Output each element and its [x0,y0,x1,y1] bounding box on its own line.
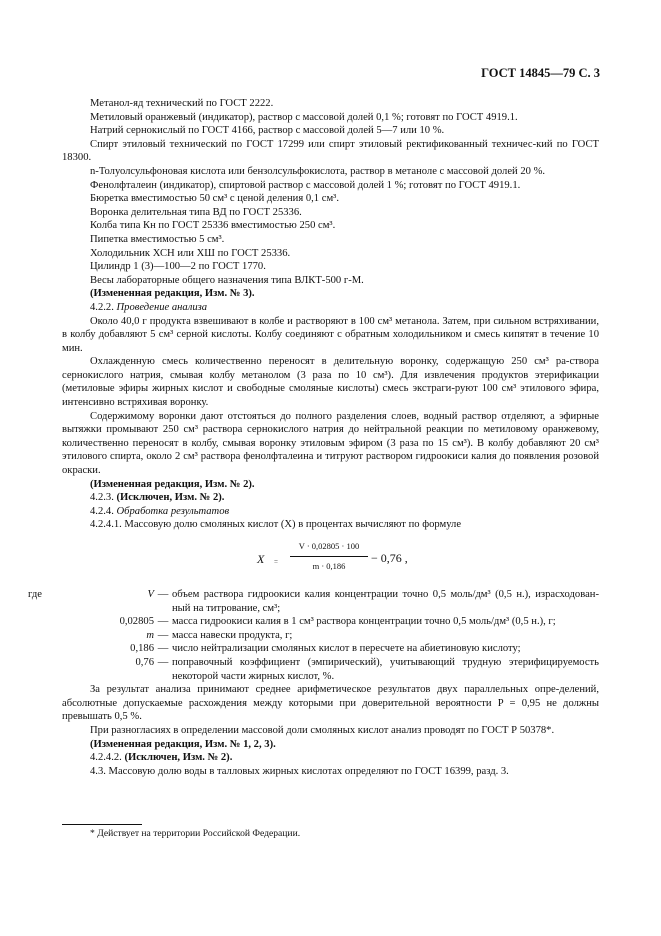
formula-denominator: m · 0,186 [312,560,346,571]
analysis-paragraph: Охлажденную смесь количественно переносят в делительную воронку, содержащую 250 см³ ра-створа сернокислого натрия, смывая колбу метанолом (3 раза по 10 см³). Для извлечения продуктов этерификации (метиловые эфиры жирных кислот и свободные смоляные кислоты) смесь экстраги-руют 100 см³ этилового эфира, интенсивно встряхивая воронку. [62,356,599,409]
reagent-item: n-Толуолсульфоновая кислота или бензолсульфокислота, раствор в метаноле с массовой долей 20 %. [90,165,546,177]
definition-symbol: m [146,629,154,641]
section-number: 4.2.4. [90,505,114,517]
document-body [28,97,599,778]
section-4-3: 4.3. Массовую долю воды в талловых жирных кислотах определяют по ГОСТ 16399, разд. 3. [90,765,509,777]
formula-fraction [290,540,368,573]
definition-item [62,656,599,683]
definition-text: масса гидроокиси калия в 1 см³ раствора концентрации точно 0,5 моль/дм³ (0,5 н.), г; [172,616,556,628]
definition-dash: — [157,629,169,641]
section-4-2-4-heading [62,505,599,519]
reagent-item: Воронка делительная типа ВД по ГОСТ 25336. [90,206,302,218]
definitions-list [28,588,599,683]
reagent-item: Цилиндр 1 (3)—100—2 по ГОСТ 1770. [90,261,266,273]
section-title: Обработка результатов [116,505,230,517]
section-4-2-3 [62,491,599,505]
section-number: 4.2.3. [90,492,114,504]
definition-dash: — [157,616,169,628]
analysis-paragraph: Около 40,0 г продукта взвешивают в колбе и растворяют в 100 см³ метанола. Затем, при сильном встряхивании, в колбу добавляют 5 см³ серной кислоты. Колбу соединяют с обратным холодильником и смесь кипятят в течение 10 мин. [62,315,599,354]
section-4-2-4-2 [62,751,599,765]
reagent-item: Фенолфталеин (индикатор), спиртовой раствор с массовой долей 1 %; готовят по ГОСТ 4919.1. [90,179,521,191]
reagent-item: Натрий сернокислый по ГОСТ 4166, раствор с массовой долей 5—7 или 10 %. [90,125,445,137]
definition-dash: — [157,643,169,655]
formula-equals: = [274,558,278,566]
result-paragraph: За результат анализа принимают среднее арифметическое результатов двух параллельных опре-делений, абсолютные допускаемые расхождения между которыми при доверительной вероятности P = 0,95 не должны превышать 0,5 %. [62,684,599,723]
edition-note: (Измененная редакция, Изм. № 2). [90,478,255,490]
definition-item [62,642,599,656]
reagent-item: Весы лабораторные общего назначения типа ВЛКТ-500 г-М. [90,274,364,286]
definition-item [62,615,599,629]
reagent-item: Спирт этиловый технический по ГОСТ 17299 или спирт этиловый ректификованный техничес-кий по ГОСТ 18300. [62,138,599,164]
section-number: 4.2.2. [90,301,114,313]
definition-symbol: 0,02805 [119,616,154,628]
footnote: * Действует на территории Российской Федерации. [90,828,301,839]
footnote-rule [62,824,142,825]
result-paragraph: При разногласиях в определении массовой доли смоляных кислот анализ проводят по ГОСТ Р 50378*. [90,724,555,736]
reagent-item: Бюретка вместимостью 50 см³ с ценой деления 0,1 см³. [90,193,339,205]
definition-item: где V — объем раствора гидроокиси калия концентрации точно 0,5 моль/дм³ (0,5 н.), израсходован-ный на титрование, см³; [28,589,599,614]
definition-text: число нейтрализации смоляных кислот в пересчете на абиетиновую кислоту; [172,643,521,655]
section-4-2-2-heading [62,301,599,315]
definition-text: объем раствора гидроокиси калия концентрации точно 0,5 моль/дм³ (0,5 н.), израсходован-ный на титрование, см³; [172,589,599,614]
section-excluded-note: (Исключен, Изм. № 2). [124,752,233,764]
reagent-item: Пипетка вместимостью 5 см³. [90,233,225,245]
reagent-item: Метанол-яд технический по ГОСТ 2222. [90,98,274,109]
formula-rest: − 0,76 , [371,551,408,565]
definition-text: поправочный коэффициент (эмпирический), учитывающий трудную этерифицируемость некоторой части жирных кислот, %. [172,656,599,682]
section-number: 4.2.4.2. [90,752,122,764]
formula-numerator: V · 0,02805 · 100 [290,540,368,557]
reagent-item: Метиловый оранжевый (индикатор), раствор с массовой долей 0,1 %; готовят по ГОСТ 4919.1. [90,111,518,123]
definition-text: масса навески продукта, г; [172,629,293,641]
reagent-item: Колба типа Кн по ГОСТ 25336 вместимостью 250 см³. [90,220,336,232]
section-4-2-4-1: 4.2.4.1. Массовую долю смоляных кислот (X) в процентах вычисляют по формуле [90,519,462,531]
section-excluded-note: (Исключен, Изм. № 2). [116,492,225,504]
edition-note: (Измененная редакция, Изм. № 1, 2, 3). [90,738,276,750]
formula [62,538,599,584]
reagent-item: Холодильник ХСН или ХШ по ГОСТ 25336. [90,247,291,259]
definition-symbol: 0,76 [135,656,154,668]
definition-symbol: V [147,589,154,600]
definition-symbol: 0,186 [130,643,154,655]
definition-dash: — [157,589,169,600]
section-title: Проведение анализа [116,301,208,313]
definition-dash: — [157,656,169,668]
definition-item [62,629,599,643]
formula-lhs: X [257,552,265,566]
page-header: ГОСТ 14845—79 С. 3 [481,66,600,80]
analysis-paragraph: Содержимому воронки дают отстояться до полного разделения слоев, водный раствор отделяют, а эфирные вытяжки промывают 250 см³ раствора сернокислого натрия до нейтральной реакции по метиловому оранжевому, количественно переносят в колбу, смывая воронку этиловым эфиром (3 раза по 15 см³). В колбу добавляют 20 см³ этилового спирта, около 2 см³ раствора фенолфталеина и титруют раствором гидроокиси калия до появления розовой окраски. [62,410,599,477]
edition-note: (Измененная редакция, Изм. № 3). [90,288,255,300]
